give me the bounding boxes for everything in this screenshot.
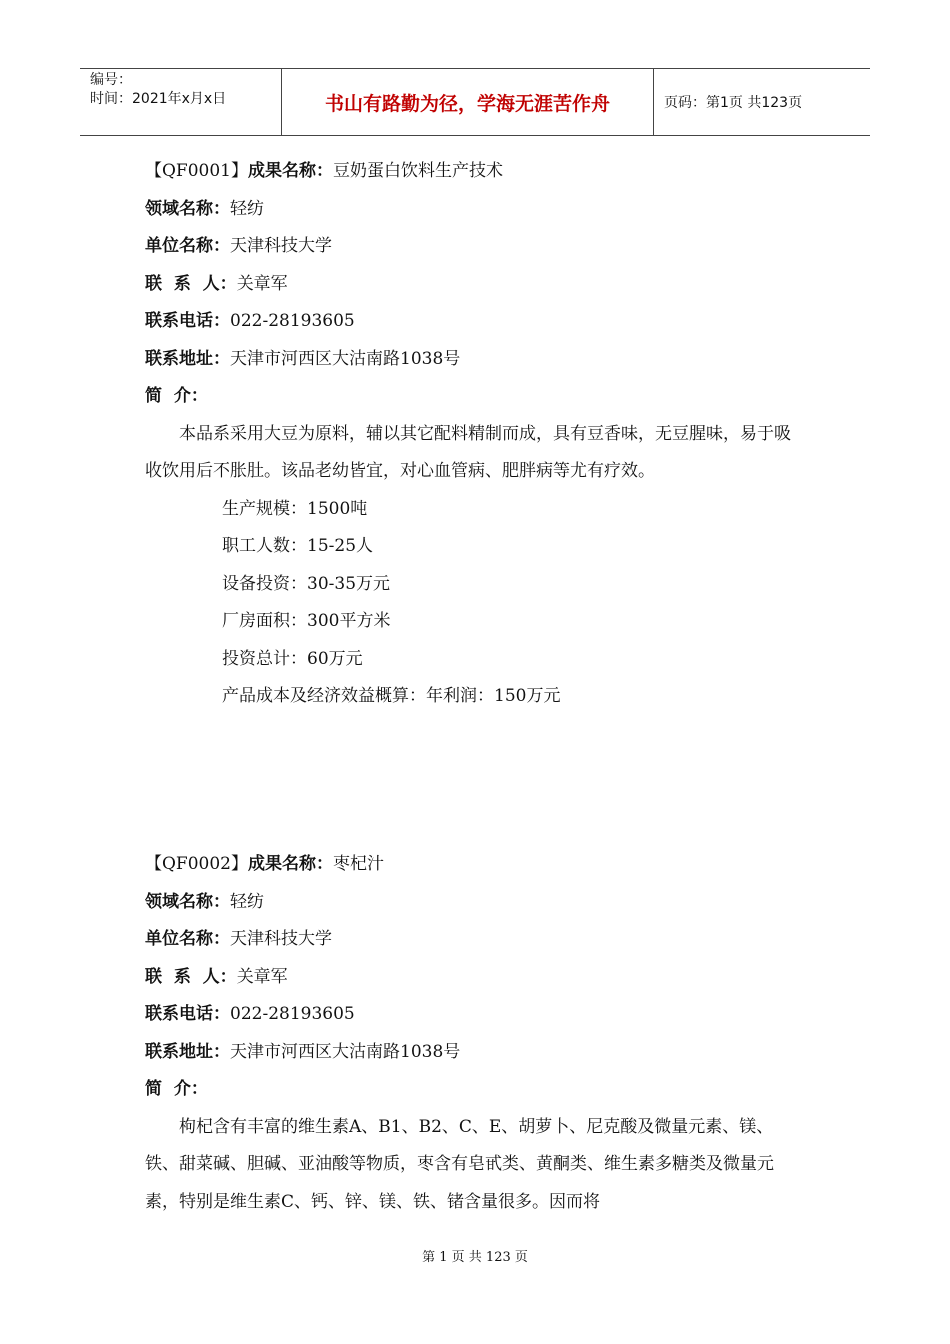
contact-value: 关章军 — [236, 966, 288, 987]
entry-code: 【QF0001】 — [145, 161, 248, 181]
phone-value: 022-28193605 — [230, 311, 355, 331]
unit-label: 单位名称： — [145, 236, 230, 256]
page-header — [80, 68, 870, 136]
address-line — [145, 1034, 805, 1072]
unit-value: 天津科技大学 — [230, 236, 332, 256]
address-value: 天津市河西区大沽南路1038号 — [230, 1041, 461, 1062]
intro-paragraph: 本品系采用大豆为原料，辅以其它配料精制而成，具有豆香味，无豆腥味，易于吸收饮用后不胀肚。该品老幼皆宜，对心血管病、肥胖病等尤有疗效。 — [145, 423, 791, 481]
intro-label: 简 介： — [145, 386, 208, 406]
intro-label: 简 介： — [145, 1079, 208, 1099]
header-page-info: 页码：第1页 共123页 — [664, 95, 803, 111]
stat-profit: 产品成本及经济效益概算：年利润：150万元 — [222, 686, 561, 706]
contact-line — [145, 266, 805, 304]
header-meta — [80, 69, 282, 135]
field-line — [145, 191, 805, 229]
contact-label: 联 系 人： — [145, 966, 237, 987]
phone-value: 022-28193605 — [230, 1004, 355, 1024]
intro-line — [145, 378, 805, 416]
contact-value: 关章军 — [236, 273, 288, 294]
field-label: 领域名称： — [145, 198, 230, 219]
field-line — [145, 884, 805, 922]
achievement-entry — [145, 846, 805, 1221]
unit-line — [145, 921, 805, 959]
achievement-entry — [145, 153, 805, 716]
address-value: 天津市河西区大沽南路1038号 — [230, 348, 461, 369]
address-label: 联系地址： — [145, 1041, 230, 1062]
page-footer: 第 1 页 共 123 页 — [422, 1250, 528, 1265]
entry-name: 枣杞汁 — [333, 854, 384, 874]
stat-area: 厂房面积：300平方米 — [222, 611, 391, 631]
address-label: 联系地址： — [145, 348, 230, 369]
phone-label: 联系电话： — [145, 1004, 230, 1024]
stat-scale: 生产规模：1500吨 — [222, 498, 368, 519]
phone-label: 联系电话： — [145, 311, 230, 331]
stat-staff: 职工人数：15-25人 — [222, 536, 374, 556]
field-value: 轻纺 — [230, 891, 264, 912]
name-label: 成果名称： — [248, 161, 333, 181]
header-motto: 书山有路勤为径，学海无涯苦作舟 — [282, 69, 654, 135]
unit-line — [145, 228, 805, 266]
entry-title-line — [145, 846, 805, 884]
contact-label: 联 系 人： — [145, 273, 237, 294]
entry-name: 豆奶蛋白饮料生产技术 — [333, 161, 503, 181]
entry-code: 【QF0002】 — [145, 854, 248, 874]
entry-title-line — [145, 153, 805, 191]
unit-value: 天津科技大学 — [230, 929, 332, 949]
intro-line — [145, 1071, 805, 1109]
unit-label: 单位名称： — [145, 929, 230, 949]
phone-line — [145, 996, 805, 1034]
field-value: 轻纺 — [230, 198, 264, 219]
stat-investment: 投资总计：60万元 — [222, 648, 363, 669]
intro-paragraph: 枸杞含有丰富的维生素A、B1、B2、C、E、胡萝卜、尼克酸及微量元素、镁、铁、甜菜碱、胆碱、亚油酸等物质，枣含有皂甙类、黄酮类、维生素多糖类及微量元素，特别是维生素C、钙、锌、镁、铁、锗含量很多。因而将 — [145, 1116, 774, 1212]
address-line — [145, 341, 805, 379]
document-time: 时间：2021年x月x日 — [90, 91, 227, 107]
name-label: 成果名称： — [248, 854, 333, 874]
document-number: 编号： — [90, 72, 132, 88]
field-label: 领域名称： — [145, 891, 230, 912]
stat-equipment: 设备投资：30-35万元 — [222, 573, 391, 594]
phone-line — [145, 303, 805, 341]
contact-line — [145, 959, 805, 997]
